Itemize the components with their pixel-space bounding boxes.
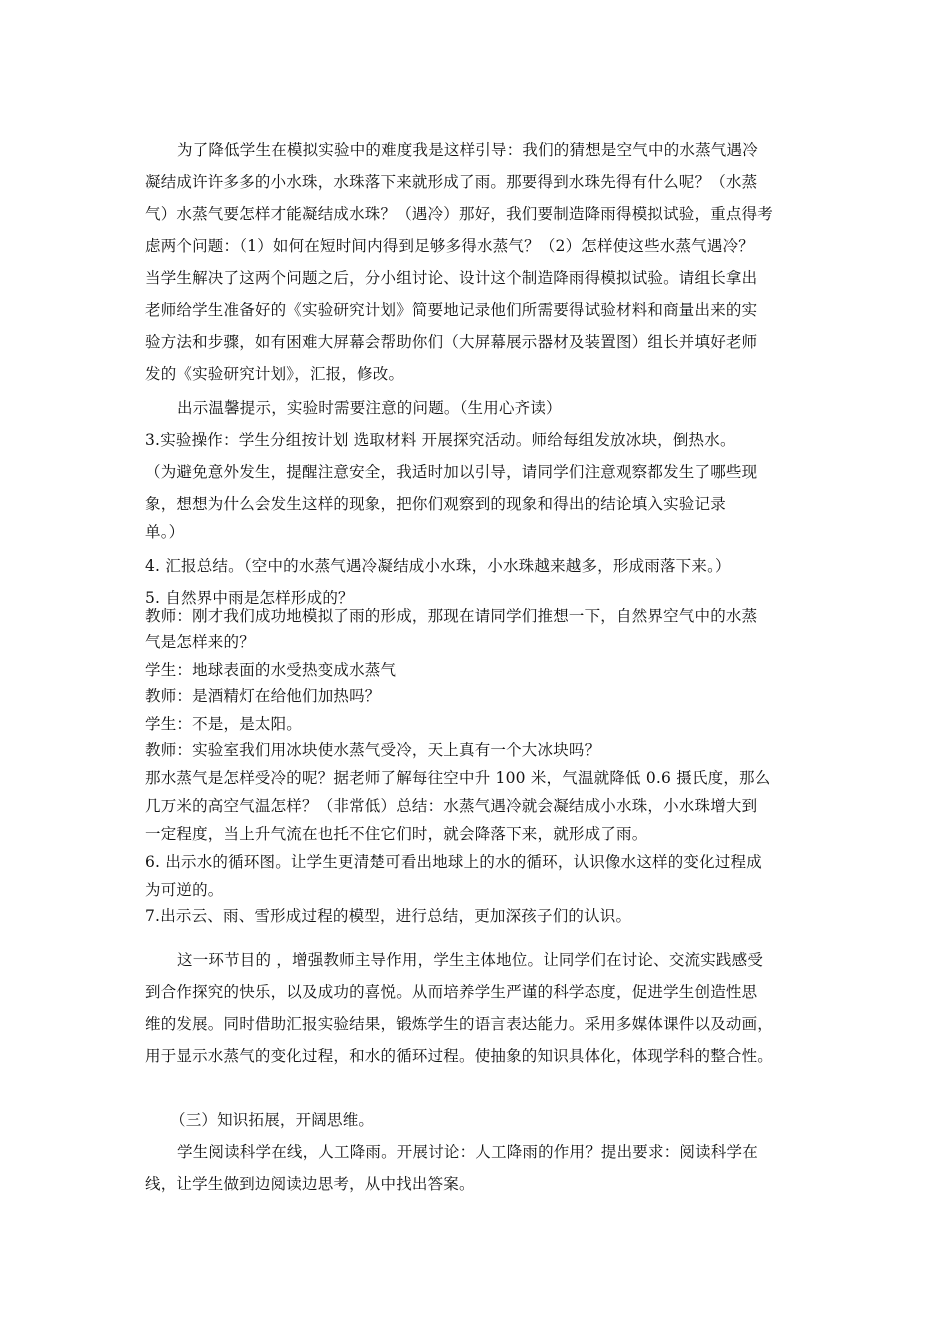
step3-line: 象，想想为什么会发生这样的现象，把你们观察到的现象和得出的结论填入实验记录 — [145, 495, 726, 513]
tip-line: 出示温馨提示，实验时需要注意的问题。（生用心齐读） — [177, 399, 562, 417]
dialogue-line: 几万米的高空气温怎样？（非常低）总结：水蒸气遇冷就会凝结成小水珠，小水珠增大到 — [145, 797, 758, 815]
step6-line: 为可逆的。 — [145, 881, 224, 899]
paragraph-intro-line: 老师给学生准备好的《实验研究计划》简要地记录他们所需要得试验材料和商量出来的实 — [145, 301, 758, 319]
paragraph-extension-line: 线，让学生做到边阅读边思考，从中找出答案。 — [145, 1175, 475, 1193]
dialogue-line: 气是怎样来的？ — [145, 633, 255, 651]
paragraph-purpose-line: 用于显示水蒸气的变化过程，和水的循环过程。使抽象的知识具体化，体现学科的整合性。 — [145, 1047, 774, 1065]
section-heading: （三）知识拓展，开阔思维。 — [170, 1111, 375, 1129]
dialogue-line: 一定程度，当上升气流在也托不住它们时，就会降落下来，就形成了雨。 — [145, 825, 648, 843]
dialogue-line: 那水蒸气是怎样受冷的呢？据老师了解每往空中升 100 米，气温就降低 0.6 摄氏度，那么 — [145, 769, 771, 787]
step6-line: 6. 出示水的循环图。让学生更清楚可看出地球上的水的循环，认识像水这样的变化过程成 — [145, 853, 762, 871]
dialogue-line: 学生：地球表面的水受热变成水蒸气 — [145, 661, 397, 679]
paragraph-extension-line: 学生阅读科学在线，人工降雨。开展讨论：人工降雨的作用？提出要求：阅读科学在 — [177, 1143, 758, 1161]
paragraph-purpose-line: 到合作探究的快乐，以及成功的喜悦。从而培养学生严谨的科学态度，促进学生创造性思 — [145, 983, 758, 1001]
step7-line: 7.出示云、雨、雪形成过程的模型，进行总结，更加深孩子们的认识。 — [145, 907, 632, 925]
step3-line: 单。） — [145, 523, 185, 541]
paragraph-purpose-line: 这一环节目的 ，增强教师主导作用，学生主体地位。让同学们在讨论、交流实践感受 — [177, 951, 764, 969]
step5-line: 5. 自然界中雨是怎样形成的？ — [145, 589, 354, 607]
paragraph-intro-line: 气）水蒸气要怎样才能凝结成水珠？（遇冷）那好，我们要制造降雨得模拟试验，重点得考 — [145, 205, 774, 223]
paragraph-intro-line: 发的《实验研究计划》，汇报，修改。 — [145, 365, 405, 383]
dialogue-line: 学生：不是，是太阳。 — [145, 715, 303, 733]
step3-line: 3.实验操作：学生分组按计划 选取材料 开展探究活动。师给每组发放冰块，倒热水。 — [145, 431, 736, 449]
dialogue-line: 教师：是酒精灯在给他们加热吗？ — [145, 687, 381, 705]
paragraph-intro-line: 当学生解决了这两个问题之后，分小组讨论、设计这个制造降雨得模拟试验。请组长拿出 — [145, 269, 758, 287]
paragraph-intro-line: 为了降低学生在模拟实验中的难度我是这样引导：我们的猜想是空气中的水蒸气遇冷 — [177, 141, 758, 159]
dialogue-line: 教师：实验室我们用冰块使水蒸气受冷，天上真有一个大冰块吗？ — [145, 741, 601, 759]
paragraph-intro-line: 验方法和步骤，如有困难大屏幕会帮助你们（大屏幕展示器材及装置图）组长并填好老师 — [145, 333, 758, 351]
paragraph-intro-line: 虑两个问题：（1）如何在短时间内得到足够多得水蒸气？（2）怎样使这些水蒸气遇冷？ — [145, 237, 754, 255]
step4-line: 4. 汇报总结。（空中的水蒸气遇冷凝结成小水珠，小水珠越来越多，形成雨落下来。） — [145, 557, 731, 575]
step3-line: （为避免意外发生，提醒注意安全，我适时加以引导，请同学们注意观察都发生了哪些现 — [145, 463, 758, 481]
paragraph-purpose-line: 维的发展。同时借助汇报实验结果，锻炼学生的语言表达能力。采用多媒体课件以及动画， — [145, 1015, 774, 1033]
paragraph-intro-line: 凝结成许许多多的小水珠，水珠落下来就形成了雨。那要得到水珠先得有什么呢？（水蒸 — [145, 173, 758, 191]
dialogue-line: 教师：刚才我们成功地模拟了雨的形成，那现在请同学们推想一下，自然界空气中的水蒸 — [145, 607, 758, 625]
